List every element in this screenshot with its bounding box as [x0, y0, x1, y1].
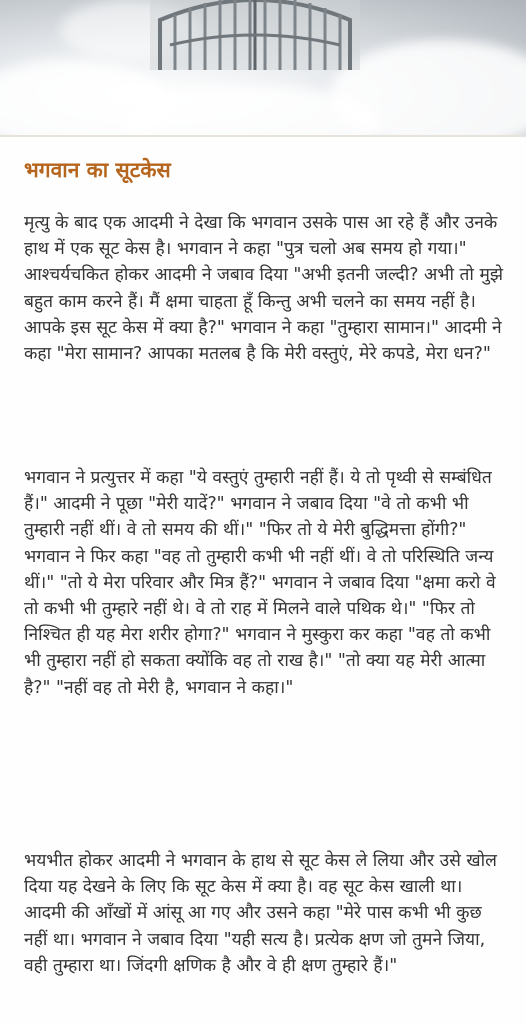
article-title: भगवान का सूटकेस: [24, 158, 171, 182]
gate-illustration: [150, 0, 360, 70]
paragraph-2: भगवान ने प्रत्युत्तर में कहा "ये वस्तुएं तुम्हारी नहीं हैं। ये तो पृथ्वी से सम्बंधित हैं।" आदमी ने पूछा "मेरी यादें?" भगवान ने जबाव दिया "वे तो कभी भी तुम्हारी नहीं थीं। वे तो समय की थीं।" "फिर तो ये मेरी बुद्धिमत्ता होंगी?" भगवान ने फिर कहा "वह तो तुम्हारी कभी भी नहीं थीं। वे तो परिस्थिति जन्य थीं।" "तो ये मेरा परिवार और मित्र हैं?" भगवान ने जबाव दिया "क्षमा करो वे तो कभी भी तुम्हारे नहीं थे। वे तो राह में मिलने वाले पथिक थे।" "फिर तो निश्चित ही यह मेरा शरीर होगा?" भगवान ने मुस्कुरा कर कहा "वह तो कभी भी तुम्हारा नहीं हो सकता क्योंकि वह तो राख है।" "तो क्या यह मेरी आत्मा है?" "नहीं वह तो मेरी है, भगवान ने कहा।": [24, 468, 496, 698]
header-image-heaven-gate: [0, 0, 526, 135]
header-divider: [0, 135, 526, 137]
paragraph-1: मृत्यु के बाद एक आदमी ने देखा कि भगवान उसके पास आ रहे हैं और उनके हाथ में एक सूट केस है। भगवान ने कहा "पुत्र चलो अब समय हो गया।" आश्चर्यचकित होकर आदमी ने जबाव दिया "अभी इतनी जल्दी? अभी तो मुझे बहुत काम करने हैं। मैं क्षमा चाहता हूँ किन्तु अभी चलने का समय नहीं है। आपके इस सूट केस में क्या है?" भगवान ने कहा "तुम्हारा सामान।" आदमी ने कहा "मेरा सामान? आपका मतलब है कि मेरी वस्तुएं, मेरे कपडे, मेरा धन?": [24, 213, 503, 365]
paragraph-3: भयभीत होकर आदमी ने भगवान के हाथ से सूट केस ले लिया और उसे खोल दिया यह देखने के लिए कि सूट केस में क्या है। वह सूट केस खाली था। आदमी की आँखों में आंसू आ गए और उसने कहा "मेरे पास कभी भी कुछ नहीं था। भगवान ने जबाव दिया "यही सत्य है। प्रत्येक क्षण जो तुमने जिया, वही तुम्हारा था। जिंदगी क्षणिक है और वे ही क्षण तुम्हारे हैं।": [24, 851, 497, 976]
